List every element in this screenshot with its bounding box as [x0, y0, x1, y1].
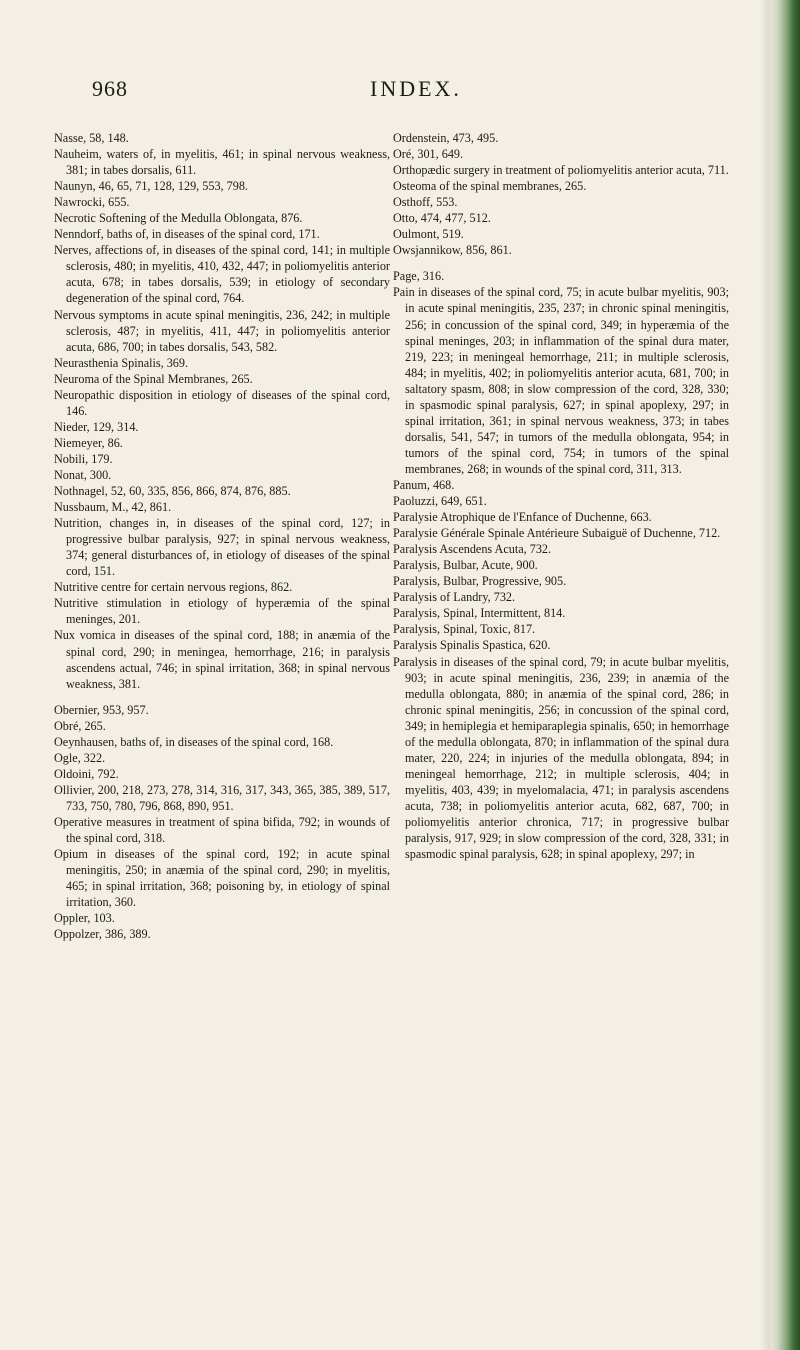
index-entry: Opium in diseases of the spinal cord, 192; in acute spinal meningitis, 250; in anæmia of the spinal cord, 290; in myelitis, 465; in spinal irritation, 368; poisoning by, in etiology of spinal irritation, 360. [54, 847, 390, 910]
index-entry: Oldoini, 792. [54, 766, 119, 781]
index-entry: Oppler, 103. [54, 911, 115, 926]
book-spine-edge [770, 0, 800, 1350]
index-entry: Oulmont, 519. [393, 227, 464, 242]
index-entry: Paralysie Générale Spinale Antérieure Subaiguë of Duchenne, 712. [393, 526, 721, 541]
index-entry: Otto, 474, 477, 512. [393, 211, 491, 226]
index-entry: Nothnagel, 52, 60, 335, 856, 866, 874, 876, 885. [54, 484, 291, 499]
index-entry: Paralysie Atrophique de l'Enfance of Duchenne, 663. [393, 510, 652, 525]
index-entry: Paralysis of Landry, 732. [393, 590, 516, 605]
index-entry: Nerves, affections of, in diseases of the spinal cord, 141; in multiple sclerosis, 480; in myelitis, 410, 432, 447; in poliomyelitis anterior acuta, 678; in tabes dorsalis, 539; in etiology of secondary degeneration of the spinal cord, 764. [54, 243, 390, 306]
index-entry: Ollivier, 200, 218, 273, 278, 314, 316, 317, 343, 365, 385, 389, 517, 733, 750, 780, 796, 868, 890, 951. [54, 782, 390, 813]
index-entry: Niemeyer, 86. [54, 435, 123, 450]
page-header [0, 76, 760, 116]
index-entry: Nauheim, waters of, in myelitis, 461; in spinal nervous weakness, 381; in tabes dorsalis, 611. [54, 147, 390, 178]
index-entry: Naunyn, 46, 65, 71, 128, 129, 553, 798. [54, 179, 248, 194]
index-entry: Paralysis, Bulbar, Progressive, 905. [393, 574, 567, 589]
index-entry: Paoluzzi, 649, 651. [393, 494, 487, 509]
book-spine-shadow [760, 0, 770, 1350]
index-entry: Nieder, 129, 314. [54, 419, 139, 434]
index-entry: Osteoma of the spinal membranes, 265. [393, 179, 587, 194]
left-index-column [54, 130, 390, 942]
index-entry: Ogle, 322. [54, 750, 106, 765]
index-entry: Panum, 468. [393, 477, 455, 492]
index-entry: Nobili, 179. [54, 451, 113, 466]
index-entry: Neuropathic disposition in etiology of diseases of the spinal cord, 146. [54, 387, 390, 418]
index-entry: Nervous symptoms in acute spinal meningitis, 236, 242; in multiple sclerosis, 487; in myelitis, 411, 447; in poliomyelitis anterior acuta, 686, 700; in tabes dorsalis, 543, 582. [54, 307, 390, 354]
index-entry: Nawrocki, 655. [54, 195, 130, 210]
index-entry: Operative measures in treatment of spina bifida, 792; in wounds of the spinal cord, 318. [54, 814, 390, 846]
running-head: INDEX. [370, 76, 462, 101]
index-entry: Oppolzer, 386, 389. [54, 927, 151, 942]
index-entry: Neurasthenia Spinalis, 369. [54, 355, 189, 370]
index-entry: Nutritive centre for certain nervous regions, 862. [54, 580, 293, 595]
index-entry: Pain in diseases of the spinal cord, 75; in acute bulbar myelitis, 903; in acute spinal meningitis, 235, 237; in chronic spinal meningitis, 256; in concussion of the spinal cord, 349; in hyperæmia of the spinal meninges, 203; in inflammation of the spinal dura mater, 219, 223; in meningeal hemorrhage, 211; in multiple sclerosis, 484; in myelitis, 402; in poliomyelitis anterior acuta, 681, 700; in saltatory spasm, 808; in slow compression of the cord, 328, 330; in spasmodic spinal paralysis, 627; in spinal apoplexy, 297; in spinal irritation, 361; in spinal nervous weakness, 373; in tabes dorsalis, 541, 547; in tumors of the medulla oblongata, 954; in tumors of the spinal cord, 754; in tumors of the spinal membranes, 268; in wounds of the spinal cord, 311, 313. [393, 285, 729, 476]
index-entry: Nasse, 58, 148. [54, 131, 129, 145]
index-entry: Nenndorf, baths of, in diseases of the spinal cord, 171. [54, 227, 320, 242]
index-entry: Ordenstein, 473, 495. [393, 131, 499, 145]
page-number: 968 [92, 76, 128, 101]
right-index-column [393, 130, 729, 862]
index-entry: Nux vomica in diseases of the spinal cord, 188; in anæmia of the spinal cord, 290; in meningea, hemorrhage, 216; in paralysis ascendens actual, 746; in spinal irritation, 368; in spinal nervous weakness, 381. [54, 628, 390, 691]
index-entry: Paralysis Ascendens Acuta, 732. [393, 542, 552, 557]
index-entry: Paralysis Spinalis Spastica, 620. [393, 638, 551, 653]
index-entry: Oeynhausen, baths of, in diseases of the spinal cord, 168. [54, 734, 334, 749]
index-entry: Nonat, 300. [54, 467, 112, 482]
index-entry: Orthopædic surgery in treatment of poliomyelitis anterior acuta, 711. [393, 163, 729, 178]
index-entry: Nutritive stimulation in etiology of hyperæmia of the spinal meninges, 201. [54, 596, 390, 627]
index-entry: Paralysis, Spinal, Toxic, 817. [393, 622, 536, 637]
index-entry: Page, 316. [393, 269, 445, 284]
index-entry: Paralysis, Spinal, Intermittent, 814. [393, 606, 566, 621]
index-entry: Osthoff, 553. [393, 195, 458, 210]
index-entry: Paralysis, Bulbar, Acute, 900. [393, 558, 538, 573]
index-entry: Obernier, 953, 957. [54, 702, 149, 717]
index-entry: Paralysis in diseases of the spinal cord, 79; in acute bulbar myelitis, 903; in acute spinal meningitis, 236, 239; in anæmia of the medulla oblongata, 880; in anæmia of the spinal cord, 286; in chronic spinal meningitis, 256; in concussion of the spinal cord, 349; in hemiplegia et hemiparaplegia spinalis, 650; in hemorrhage of the medulla oblongata, 870; in inflammation of the spinal dura mater, 220, 224; in injuries of the medulla oblongata, 894; in meningeal hemorrhage, 212; in multiple sclerosis, 404; in myelitis, 403, 439; in myelomalacia, 471; in paralysis ascendens acuta, 738; in poliomyelitis anterior acuta, 682, 687, 700; in poliomyelitis anterior chronica, 717; in progressive bulbar paralysis, 917, 929; in slow compression of the cord, 328, 331; in spasmodic spinal paralysis, 628; in spinal apoplexy, 297; in [393, 654, 729, 862]
index-entry: Neuroma of the Spinal Membranes, 265. [54, 371, 253, 386]
index-entry: Oré, 301, 649. [393, 147, 464, 162]
index-entry: Necrotic Softening of the Medulla Oblongata, 876. [54, 211, 303, 226]
index-entry: Nutrition, changes in, in diseases of the spinal cord, 127; in progressive bulbar paralysis, 927; in spinal nervous weakness, 374; general disturbances of, in etiology of diseases of the spinal cord, 151. [54, 516, 390, 579]
index-entry: Obré, 265. [54, 718, 106, 733]
index-entry: Nussbaum, M., 42, 861. [54, 500, 172, 515]
index-entry: Owsjannikow, 856, 861. [393, 243, 512, 258]
